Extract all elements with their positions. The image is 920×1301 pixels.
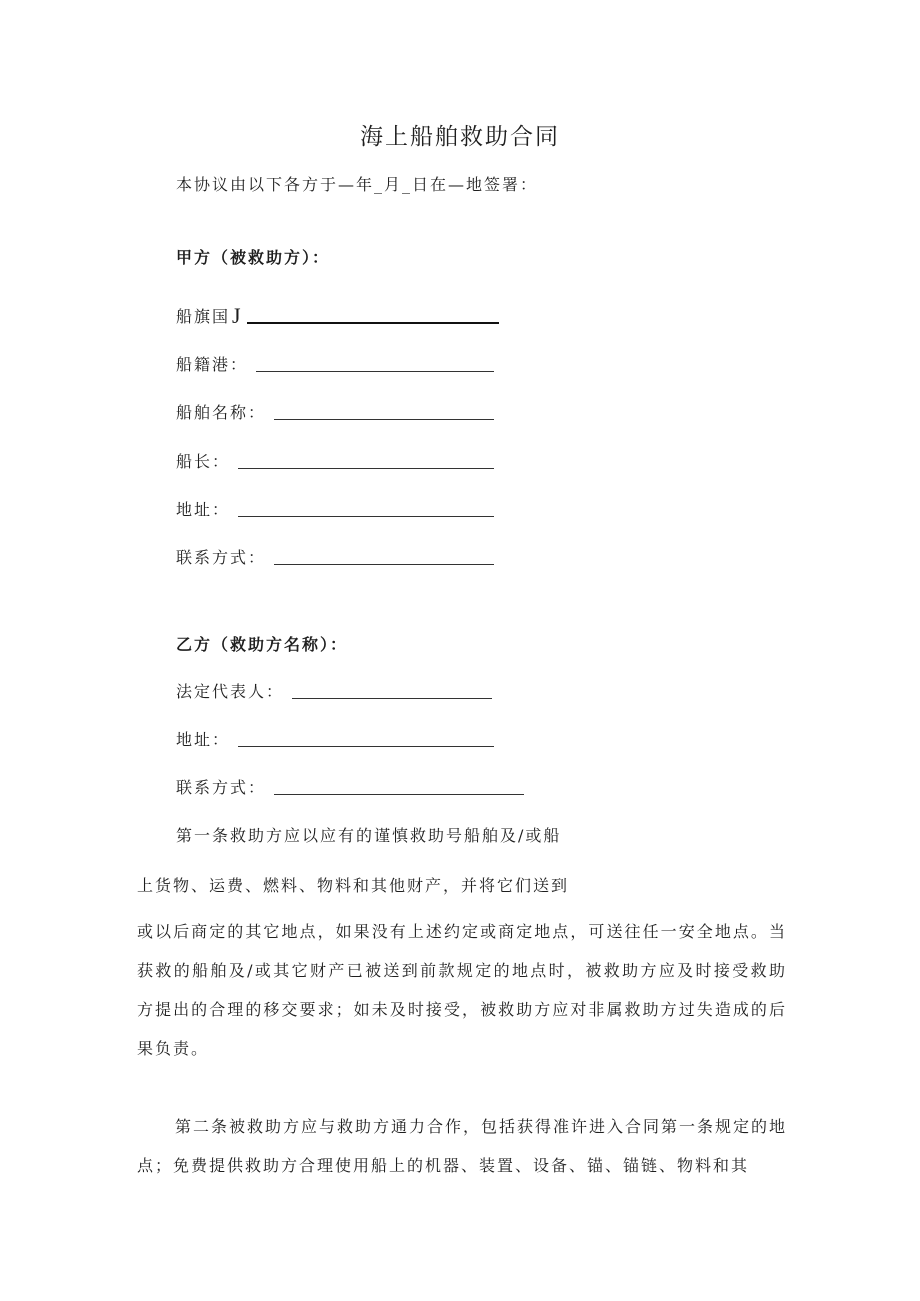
legal-rep-blank[interactable]: [292, 697, 492, 699]
port-of-registry-label: 船籍港：: [176, 355, 249, 374]
party-a-contact-label: 联系方式：: [176, 548, 267, 567]
party-b-address-blank[interactable]: [238, 745, 494, 747]
article-2-paragraph: 第二条被救助方应与救助方通力合作，包括获得准许进入合同第一条规定的地点；免费提供救助方合理使用船上的机器、装置、设备、锚、锚链、物料和其: [137, 1117, 788, 1175]
legal-rep-field: [176, 679, 492, 702]
flag-state-label: 船旗国: [176, 307, 231, 326]
intro-line: 本协议由以下各方于—年_月_日在—地签署：: [176, 175, 539, 194]
ship-name-field: [176, 400, 494, 423]
document-title: 海上船舶救助合同: [360, 124, 560, 150]
legal-rep-label: 法定代表人：: [176, 682, 285, 701]
party-b-heading: 乙方（救助方名称）：: [176, 635, 349, 654]
party-b-contact-field: [176, 775, 524, 798]
party-a-address-field: [176, 497, 494, 520]
party-a-address-label: 地址：: [176, 500, 231, 519]
ship-name-label: 船舶名称：: [176, 403, 267, 422]
captain-field: [176, 449, 494, 472]
article-1-line-2: 上货物、运费、燃料、物料和其他财产，并将它们送到: [137, 876, 570, 895]
captain-blank[interactable]: [238, 467, 494, 469]
flag-state-field: [176, 304, 499, 327]
party-b-address-label: 地址：: [176, 730, 231, 749]
port-of-registry-blank[interactable]: [256, 370, 494, 372]
ship-name-blank[interactable]: [274, 418, 494, 420]
party-b-contact-blank[interactable]: [274, 793, 524, 795]
party-a-contact-field: [176, 545, 494, 568]
captain-label: 船长：: [176, 452, 231, 471]
party-b-contact-label: 联系方式：: [176, 778, 267, 797]
party-b-address-field: [176, 727, 494, 750]
party-a-contact-blank[interactable]: [274, 563, 494, 565]
article-1-paragraph: 或以后商定的其它地点，如果没有上述约定或商定地点，可送往任一安全地点。当获救的船舶及/或其它财产已被送到前款规定的地点时，被救助方应及时接受救助方提出的合理的移交要求；如未及时接受，被救助方应对非属救助方过失造成的后果负责。: [137, 922, 787, 1058]
article-1-line-1: 第一条救助方应以应有的谨慎救助号船舶及/或船: [176, 826, 562, 845]
flag-state-mark: J: [232, 303, 243, 328]
flag-state-blank[interactable]: [247, 321, 499, 324]
party-a-address-blank[interactable]: [238, 515, 494, 517]
port-of-registry-field: [176, 352, 494, 375]
party-a-heading: 甲方（被救助方）：: [176, 248, 331, 267]
